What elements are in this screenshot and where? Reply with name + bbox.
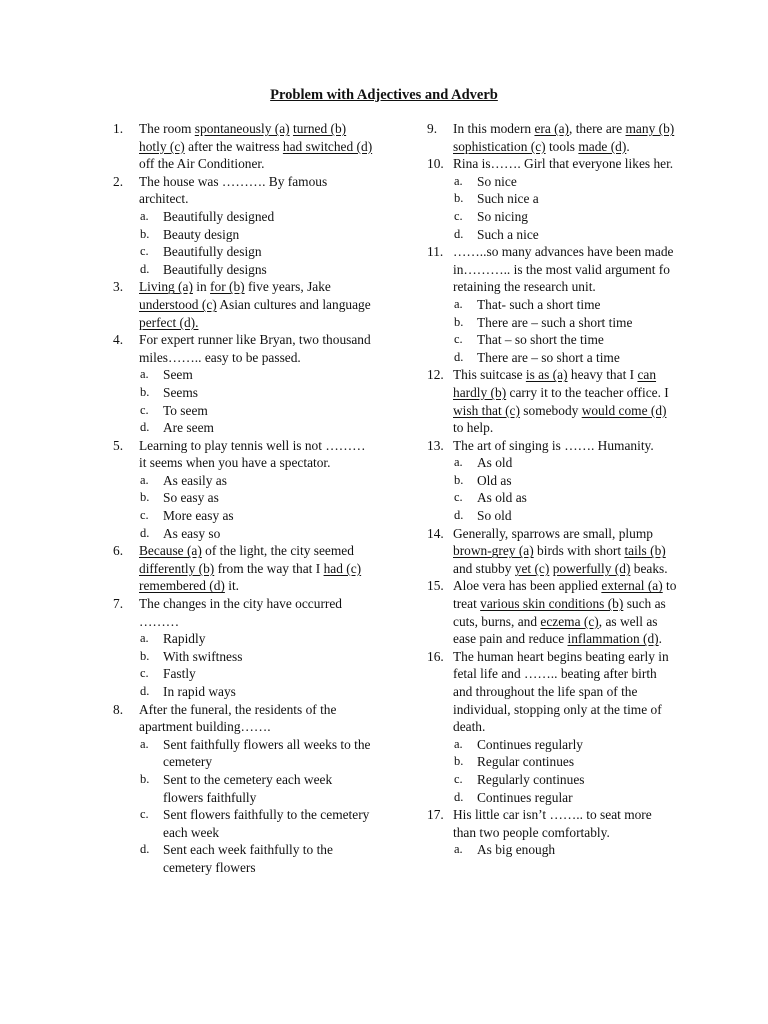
option-text: As easily as (163, 472, 227, 488)
question-text-segment: For expert runner like Bryan, two thousand miles…….. easy to be passed. (139, 332, 371, 365)
question-item (427, 437, 677, 455)
option-letter: a. (140, 736, 149, 751)
answer-option (427, 190, 677, 208)
option-letter: c. (140, 807, 149, 822)
underlined-choice: external (a) (601, 578, 663, 594)
question-text-segment: and stubby (453, 560, 515, 576)
option-letter: b. (454, 191, 464, 206)
option-text: As old as (477, 490, 527, 506)
question-number: 12. (427, 367, 444, 383)
question-text-segment: Generally, sparrows are small, plump (453, 525, 653, 541)
underlined-choice: had switched (d) (282, 138, 373, 154)
question-number: 4. (113, 332, 124, 348)
option-text: That – so short the time (477, 332, 604, 348)
option-letter: c. (140, 402, 149, 417)
question-text-segment: ……..so many advances have been made in……….. is the most valid argument fo retaining the research unit. (453, 244, 674, 295)
question-item (427, 577, 677, 647)
underlined-choice: hotly (c) (139, 138, 185, 154)
question-item (427, 525, 677, 578)
option-text: Such a nice (477, 226, 539, 242)
option-letter: d. (454, 508, 464, 523)
option-text: Continues regularly (477, 736, 583, 752)
question-text-segment: after the waitress (184, 138, 283, 154)
question-text-segment: Asian cultures and language (216, 296, 371, 312)
option-letter: c. (454, 208, 463, 223)
option-text: Fastly (163, 666, 196, 682)
question-text-segment: The room (139, 121, 195, 136)
option-letter: b. (140, 648, 150, 663)
underlined-choice: yet (c) (514, 560, 550, 576)
answer-option (113, 384, 375, 402)
answer-option (113, 489, 375, 507)
question-text-segment: Aloe vera has been applied (453, 578, 602, 594)
question-text-segment: , there are (569, 121, 626, 136)
question-text (453, 438, 654, 453)
option-text: So nice (477, 173, 517, 189)
answer-option (427, 454, 677, 472)
answer-option (113, 208, 375, 226)
question-text-segment: This suitcase (453, 367, 526, 383)
answer-option (113, 665, 375, 683)
underlined-choice: brown-grey (a) (453, 543, 534, 559)
question-item (113, 542, 375, 595)
question-number: 2. (113, 173, 124, 189)
option-text: So old (477, 508, 512, 524)
option-text: So easy as (163, 490, 219, 506)
option-text: There are – such a short time (477, 314, 633, 330)
option-text: That- such a short time (477, 296, 601, 312)
question-item (427, 366, 677, 436)
option-letter: d. (140, 420, 150, 435)
option-letter: a. (454, 296, 463, 311)
option-text: Beautifully designs (163, 261, 267, 277)
option-letter: b. (140, 226, 150, 241)
question-text (453, 156, 673, 171)
question-text (139, 332, 371, 365)
question-text (139, 702, 336, 735)
option-text: To seem (163, 402, 208, 418)
question-text (139, 121, 372, 171)
answer-option (113, 630, 375, 648)
option-letter: d. (454, 226, 464, 241)
option-text: Beautifully design (163, 244, 262, 260)
answer-option (427, 173, 677, 191)
option-text: Sent faithfully flowers all weeks to the cemetery (163, 736, 371, 770)
option-letter: b. (454, 754, 464, 769)
answer-option (113, 419, 375, 437)
underlined-choice: tails (b) (624, 543, 666, 559)
question-text-segment: After the funeral, the residents of the apartment building……. (139, 701, 337, 735)
question-item (113, 595, 375, 630)
question-number: 1. (113, 121, 124, 136)
answer-option (113, 402, 375, 420)
question-text-segment: five years, Jake (244, 279, 331, 295)
question-text-segment: The human heart begins beating early in fetal life and …….. beating after birth and throughout the life span of the individual, stopping only at the time of death. (453, 648, 669, 735)
answer-option (113, 243, 375, 261)
question-number: 9. (427, 121, 438, 136)
question-text-segment: it. (224, 578, 240, 594)
option-text: As big enough (477, 842, 556, 858)
question-text (139, 174, 327, 207)
option-text: Rapidly (163, 631, 206, 647)
option-text: Are seem (163, 420, 214, 436)
page-title: Problem with Adjectives and Adverb (270, 87, 498, 103)
underlined-choice: various skin conditions (b) (480, 596, 624, 612)
underlined-choice: turned (b) (292, 121, 347, 136)
question-text (453, 807, 652, 840)
option-letter: d. (140, 525, 150, 540)
question-item (427, 155, 677, 173)
underlined-choice: had (c) remembered (d) (139, 560, 362, 594)
question-text (453, 649, 669, 734)
question-number: 5. (113, 437, 124, 453)
option-letter: b. (140, 771, 150, 786)
question-text-segment: . (626, 138, 630, 154)
underlined-choice: sophistication (c) (453, 138, 546, 154)
option-letter: a. (140, 631, 149, 646)
question-number: 15. (427, 578, 444, 594)
option-letter: c. (140, 666, 149, 681)
option-letter: d. (140, 842, 150, 857)
option-text: There are – so short a time (477, 349, 620, 365)
question-text (453, 244, 674, 294)
question-text-segment: Rina is……. Girl that everyone likes her. (453, 156, 674, 172)
option-text: Sent flowers faithfully to the cemetery each week (163, 807, 370, 840)
question-item (113, 120, 375, 173)
option-text: With swiftness (163, 648, 243, 664)
answer-option (113, 226, 375, 244)
question-number: 7. (113, 596, 124, 612)
question-text (453, 526, 668, 576)
underlined-choice: era (a) (534, 121, 570, 136)
answer-option (113, 366, 375, 384)
question-number: 6. (113, 543, 124, 559)
answer-option (427, 226, 677, 244)
question-text (453, 578, 676, 646)
question-text (453, 121, 674, 154)
left-column (113, 120, 375, 877)
underlined-choice: made (d) (578, 138, 627, 154)
answer-option (113, 507, 375, 525)
option-text: In rapid ways (163, 684, 236, 699)
option-letter: b. (454, 472, 464, 487)
option-text: As old (477, 455, 513, 471)
question-item (113, 437, 375, 472)
option-letter: b. (140, 490, 150, 505)
underlined-choice: is as (a) (525, 367, 568, 383)
question-number: 3. (113, 279, 124, 295)
option-text: Seems (163, 384, 198, 400)
answer-option (113, 525, 375, 543)
option-letter: a. (454, 842, 463, 857)
question-item (427, 120, 677, 155)
question-text-segment: In this modern (453, 121, 535, 136)
question-text-segment: beaks. (630, 560, 668, 576)
underlined-choice: differently (b) (139, 560, 215, 576)
option-letter: d. (454, 349, 464, 364)
question-number: 17. (427, 807, 444, 823)
question-text-segment: of the light, the city seemed (201, 543, 354, 559)
option-text: So nicing (477, 208, 528, 224)
option-letter: c. (140, 508, 149, 523)
underlined-choice: Because (a) (139, 543, 202, 559)
option-text: Seem (163, 367, 193, 383)
question-number: 13. (427, 437, 444, 453)
question-text (139, 543, 361, 593)
option-letter: b. (140, 384, 150, 399)
underlined-choice: would come (d) (581, 402, 667, 418)
answer-option (427, 753, 677, 771)
question-text-segment: The art of singing is ……. Humanity. (453, 437, 654, 453)
underlined-choice: inflammation (d) (567, 631, 659, 647)
answer-option (113, 261, 375, 279)
answer-option (113, 683, 375, 701)
question-text-segment: off the Air Conditioner. (139, 156, 265, 172)
question-text-segment: heavy that I (567, 367, 638, 383)
underlined-choice: many (b) (625, 121, 675, 136)
option-letter: c. (140, 244, 149, 259)
answer-option (113, 736, 375, 771)
option-letter: a. (454, 455, 463, 470)
answer-option (113, 806, 375, 841)
answer-option (113, 841, 375, 876)
option-letter: c. (454, 771, 463, 786)
option-text: Beautifully designed (163, 208, 275, 224)
option-text: Sent each week faithfully to the cemetery flowers (163, 842, 333, 875)
option-letter: a. (140, 367, 149, 382)
option-text: More easy as (163, 508, 234, 524)
answer-option (427, 349, 677, 367)
question-text-segment: in (192, 279, 211, 295)
question-text-segment: Learning to play tennis well is not ……… it seems when you have a spectator. (139, 437, 366, 471)
answer-option (427, 489, 677, 507)
question-text (139, 438, 366, 471)
underlined-choice: can hardly (b) (453, 367, 657, 400)
question-text-segment: . (658, 631, 662, 647)
answer-option (427, 771, 677, 789)
question-text-segment: such as cuts, burns, and (453, 596, 666, 629)
answer-option (427, 789, 677, 807)
underlined-choice: perfect (d). (139, 314, 199, 330)
answer-option (427, 296, 677, 314)
question-text (453, 367, 669, 435)
underlined-choice: understood (c) (139, 296, 217, 312)
option-text: Such nice a (477, 191, 539, 207)
question-text-segment: from the way that I (214, 560, 324, 576)
answer-option (427, 507, 677, 525)
underlined-choice: eczema (c) (540, 613, 599, 629)
underlined-choice: spontaneously (a) (194, 121, 290, 136)
underlined-choice: powerfully (d) (552, 560, 631, 576)
answer-option (427, 331, 677, 349)
question-number: 10. (427, 156, 444, 172)
option-letter: a. (140, 472, 149, 487)
option-text: Sent to the cemetery each week flowers faithfully (163, 771, 333, 805)
underlined-choice: for (b) (210, 279, 245, 295)
question-text-segment: His little car isn’t …….. to seat more than two people comfortably. (453, 807, 652, 840)
answer-option (113, 648, 375, 666)
option-text: Regular continues (477, 754, 575, 770)
question-text-segment: The house was ………. By famous architect. (139, 173, 328, 207)
option-letter: d. (454, 789, 464, 804)
answer-option (113, 472, 375, 490)
question-text-segment: to help. (453, 420, 494, 436)
underlined-choice: wish that (c) (453, 402, 520, 418)
question-text-segment: somebody (519, 402, 582, 418)
option-text: Continues regular (477, 789, 573, 805)
answer-option (427, 736, 677, 754)
question-number: 11. (427, 244, 444, 260)
option-letter: c. (454, 332, 463, 347)
question-item (427, 243, 677, 296)
answer-option (427, 314, 677, 332)
answer-option (427, 472, 677, 490)
option-text: Old as (477, 472, 512, 488)
answer-option (427, 208, 677, 226)
answer-option (113, 771, 375, 806)
question-item (427, 648, 677, 736)
question-text-segment: tools (545, 138, 579, 154)
question-item (427, 806, 677, 841)
option-letter: a. (140, 208, 149, 223)
question-text-segment: , as well as ease pain and reduce (453, 613, 658, 647)
question-text-segment: carry it to the teacher office. I (506, 384, 669, 400)
question-number: 16. (427, 648, 444, 664)
question-item (113, 331, 375, 366)
question-item (113, 278, 375, 331)
question-item (113, 701, 375, 736)
option-text: Beauty design (163, 226, 240, 242)
question-text-segment: to treat (453, 578, 677, 612)
question-text (139, 279, 371, 329)
question-text-segment: The changes in the city have occurred ……… (139, 596, 342, 629)
option-text: As easy so (163, 525, 221, 541)
answer-option (427, 841, 677, 859)
option-letter: d. (140, 684, 150, 698)
option-letter: b. (454, 314, 464, 329)
question-text (139, 596, 342, 629)
right-column (427, 120, 677, 859)
option-text: Regularly continues (477, 771, 585, 787)
question-number: 14. (427, 525, 444, 541)
question-number: 8. (113, 701, 124, 717)
option-letter: d. (140, 261, 150, 276)
option-letter: a. (454, 736, 463, 751)
option-letter: c. (454, 490, 463, 505)
question-item (113, 173, 375, 208)
option-letter: a. (454, 173, 463, 188)
question-text-segment: birds with short (533, 543, 625, 559)
underlined-choice: Living (a) (139, 279, 193, 295)
